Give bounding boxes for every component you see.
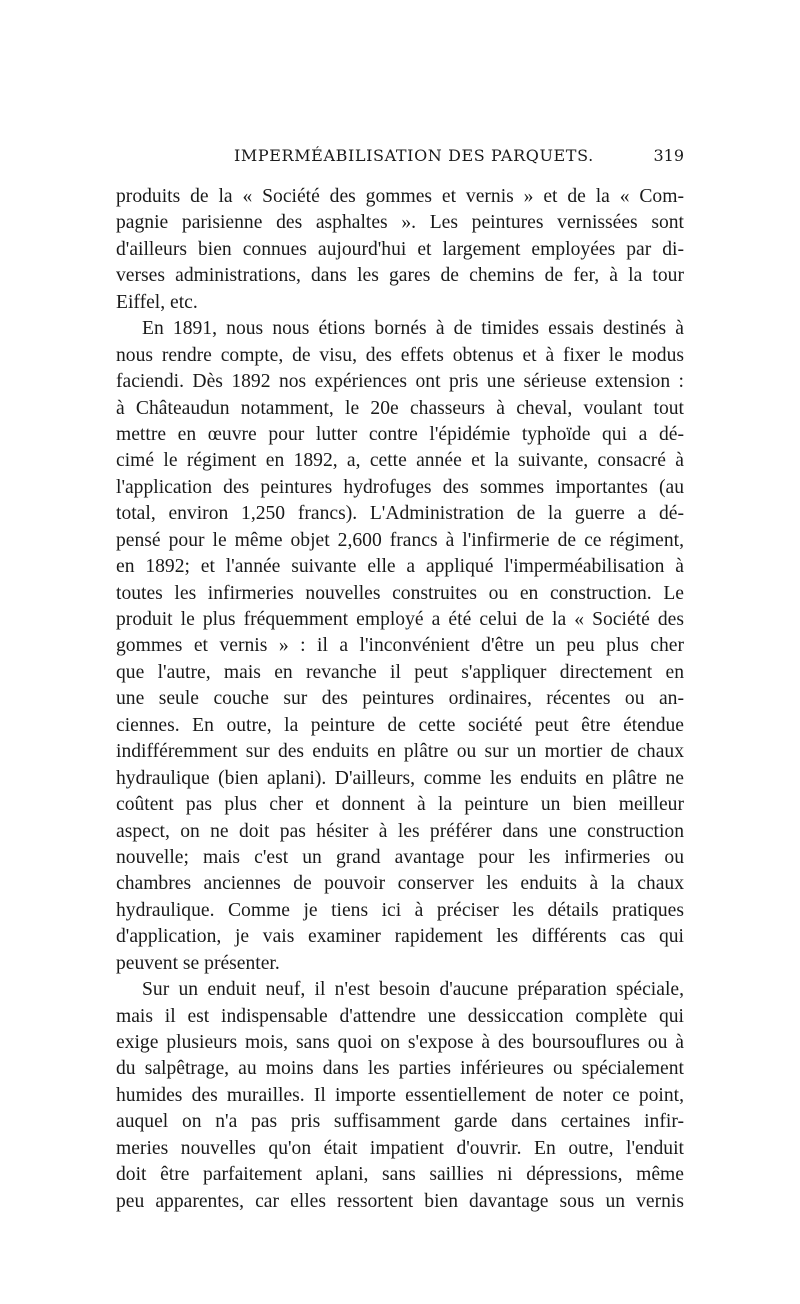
text-line: total, environ 1,250 francs). L'Administration de la guerre a dé- — [116, 503, 684, 525]
text-line: exige plusieurs mois, sans quoi on s'expose à des boursouflures ou à — [116, 1032, 684, 1053]
text-line: produit le plus fréquemment employé a été celui de la « Société des — [116, 609, 684, 630]
text-line: que l'autre, mais en revanche il peut s'appliquer directement en — [116, 661, 684, 683]
text-line: mettre en œuvre pour lutter contre l'épidémie typhoïde qui a dé- — [116, 423, 684, 445]
text-line: pagnie parisienne des asphaltes ». Les peintures vernissées sont — [116, 212, 684, 234]
text-line: chambres anciennes de pouvoir conserver les enduits à la chaux — [116, 873, 684, 895]
text-line: coûtent pas plus cher et donnent à la peinture un bien meilleur — [116, 794, 684, 816]
text-line: produits de la « Société des gommes et vernis » et de la « Com- — [116, 186, 684, 207]
text-line: peu apparentes, car elles ressortent bien davantage sous un vernis — [116, 1190, 684, 1212]
text-line: Sur un enduit neuf, il n'est besoin d'aucune préparation spéciale, — [142, 979, 684, 1001]
text-line: aspect, on ne doit pas hésiter à les préférer dans une construction — [116, 820, 684, 842]
text-line: toutes les infirmeries nouvelles construites ou en construction. Le — [116, 582, 684, 604]
text-line: gommes et vernis » : il a l'inconvénient d'être un peu plus cher — [116, 635, 684, 657]
text-line: hydraulique. Comme je tiens ici à préciser les détails pratiques — [116, 899, 684, 921]
text-line: pensé pour le même objet 2,600 francs à l'infirmerie de ce régiment, — [116, 529, 684, 551]
body-text — [116, 184, 684, 1215]
text-line: peuvent se présenter. — [116, 952, 280, 974]
text-line: Eiffel, etc. — [116, 291, 198, 313]
text-line: d'ailleurs bien connues aujourd'hui et largement employées par di- — [116, 238, 684, 260]
text-line: ciennes. En outre, la peinture de cette société peut être étendue — [116, 714, 684, 736]
text-line: mais il est indispensable d'attendre une dessiccation complète qui — [116, 1005, 684, 1027]
text-line: verses administrations, dans les gares de chemins de fer, à la tour — [116, 265, 684, 287]
text-line: indifféremment sur des enduits en plâtre ou sur un mortier de chaux — [116, 741, 684, 763]
text-line: humides des murailles. Il importe essentiellement de noter ce point, — [116, 1084, 684, 1106]
text-line: auquel on n'a pas pris suffisamment garde dans certaines infir- — [116, 1111, 684, 1133]
running-title: IMPERMÉABILISATION DES PARQUETS. — [234, 146, 594, 165]
text-line: à Châteaudun notamment, le 20e chasseurs à cheval, voulant tout — [116, 397, 684, 419]
text-line: cimé le régiment en 1892, a, cette année et la suivante, consacré à — [116, 450, 684, 472]
text-line: nouvelle; mais c'est un grand avantage pour les infirmeries ou — [116, 846, 684, 868]
text-line: hydraulique (bien aplani). D'ailleurs, comme les enduits en plâtre ne — [116, 767, 684, 789]
text-line: meries nouvelles qu'on était impatient d'ouvrir. En outre, l'enduit — [116, 1137, 684, 1159]
text-line: faciendi. Dès 1892 nos expériences ont pris une sérieuse extension : — [116, 371, 684, 393]
page-number: 319 — [653, 146, 684, 165]
text-line: une seule couche sur des peintures ordinaires, récentes ou an- — [116, 688, 684, 710]
text-line: l'application des peintures hydrofuges des sommes importantes (au — [116, 476, 684, 498]
text-line: du salpêtrage, au moins dans les parties inférieures ou spécialement — [116, 1058, 684, 1080]
running-head — [116, 146, 684, 174]
text-line: d'application, je vais examiner rapidement les différents cas qui — [116, 926, 684, 948]
text-line: en 1892; et l'année suivante elle a appliqué l'imperméabilisation à — [116, 556, 684, 578]
text-line: doit être parfaitement aplani, sans saillies ni dépressions, même — [116, 1164, 684, 1186]
text-line: En 1891, nous nous étions bornés à de timides essais destinés à — [142, 318, 684, 340]
text-line: nous rendre compte, de visu, des effets obtenus et à fixer le modus — [116, 344, 684, 366]
